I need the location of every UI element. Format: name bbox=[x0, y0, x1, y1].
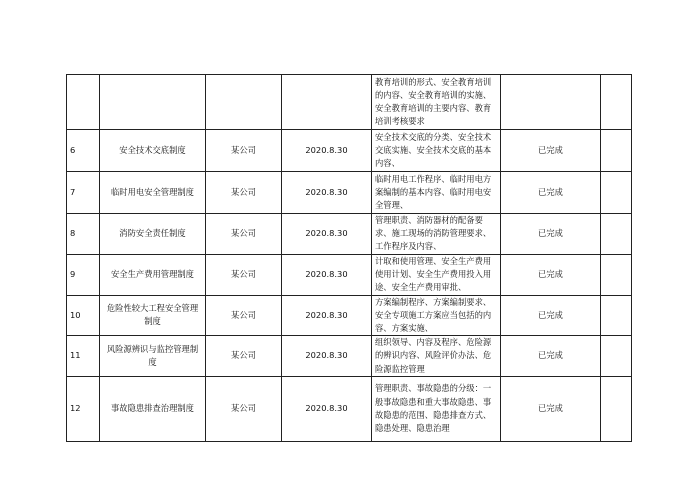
table-row bbox=[67, 172, 632, 214]
table-row bbox=[67, 214, 632, 255]
issuing-organization: 某公司 bbox=[206, 172, 282, 214]
regulation-name: 风险源辨识与监控管理制度 bbox=[100, 336, 206, 377]
row-number: 10 bbox=[67, 295, 100, 336]
row-number: 11 bbox=[67, 336, 100, 377]
regulation-name: 危险性较大工程安全管理制度 bbox=[100, 295, 206, 336]
regulation-content: 教育培训的形式、安全教育培训的内容、安全教育培训的实施、安全教育培训的主要内容、教育培训考核要求 bbox=[372, 75, 501, 130]
row-number: 6 bbox=[67, 130, 100, 172]
status-cell: 已完成 bbox=[501, 376, 601, 441]
regulation-name bbox=[100, 75, 206, 130]
remark-cell bbox=[601, 172, 632, 214]
table-row bbox=[67, 130, 632, 172]
table-row bbox=[67, 295, 632, 336]
issuing-organization bbox=[206, 75, 282, 130]
remark-cell bbox=[601, 295, 632, 336]
status-cell: 已完成 bbox=[501, 336, 601, 377]
status-cell: 已完成 bbox=[501, 172, 601, 214]
regulation-content: 组织领导、内容及程序、危险源的辨识内容、风险评价办法、危险源监控管理 bbox=[372, 336, 501, 377]
table-row bbox=[67, 254, 632, 295]
issue-date: 2020.8.30 bbox=[282, 172, 372, 214]
regulation-content: 计取和使用管理、安全生产费用使用计划、安全生产费用投入用途、安全生产费用审批、 bbox=[372, 254, 501, 295]
regulation-table bbox=[66, 74, 632, 442]
issue-date: 2020.8.30 bbox=[282, 254, 372, 295]
status-cell: 已完成 bbox=[501, 130, 601, 172]
status-cell: 已完成 bbox=[501, 254, 601, 295]
regulation-content: 管理职责、事故隐患的分级：一般事故隐患和重大事故隐患、事故隐患的范围、隐患排查方式、隐患处理、隐患治理 bbox=[372, 376, 501, 441]
issuing-organization: 某公司 bbox=[206, 336, 282, 377]
status-cell bbox=[501, 75, 601, 130]
issue-date: 2020.8.30 bbox=[282, 376, 372, 441]
remark-cell bbox=[601, 254, 632, 295]
row-number: 12 bbox=[67, 376, 100, 441]
issuing-organization: 某公司 bbox=[206, 130, 282, 172]
regulation-content: 临时用电工作程序、临时用电方案编制的基本内容、临时用电安全管理、 bbox=[372, 172, 501, 214]
regulation-name: 事故隐患排查治理制度 bbox=[100, 376, 206, 441]
row-number: 8 bbox=[67, 214, 100, 255]
table-row bbox=[67, 75, 632, 130]
issuing-organization: 某公司 bbox=[206, 254, 282, 295]
row-number: 7 bbox=[67, 172, 100, 214]
row-number bbox=[67, 75, 100, 130]
table-row bbox=[67, 336, 632, 377]
regulation-name: 消防安全责任制度 bbox=[100, 214, 206, 255]
regulation-name: 安全技术交底制度 bbox=[100, 130, 206, 172]
regulation-name: 临时用电安全管理制度 bbox=[100, 172, 206, 214]
remark-cell bbox=[601, 130, 632, 172]
issuing-organization: 某公司 bbox=[206, 214, 282, 255]
issuing-organization: 某公司 bbox=[206, 295, 282, 336]
regulation-content: 管理职责、消防器材的配备要求、施工现场的消防管理要求、工作程序及内容、 bbox=[372, 214, 501, 255]
regulation-name: 安全生产费用管理制度 bbox=[100, 254, 206, 295]
regulation-content: 方案编制程序、方案编制要求、安全专项施工方案应当包括的内容、方案实施、 bbox=[372, 295, 501, 336]
table-row bbox=[67, 376, 632, 441]
status-cell: 已完成 bbox=[501, 214, 601, 255]
remark-cell bbox=[601, 376, 632, 441]
remark-cell bbox=[601, 214, 632, 255]
regulation-content: 安全技术交底的分类、安全技术交底实施、安全技术交底的基本内容、 bbox=[372, 130, 501, 172]
issue-date: 2020.8.30 bbox=[282, 130, 372, 172]
issue-date: 2020.8.30 bbox=[282, 214, 372, 255]
issue-date bbox=[282, 75, 372, 130]
remark-cell bbox=[601, 75, 632, 130]
issuing-organization: 某公司 bbox=[206, 376, 282, 441]
status-cell: 已完成 bbox=[501, 295, 601, 336]
issue-date: 2020.8.30 bbox=[282, 295, 372, 336]
row-number: 9 bbox=[67, 254, 100, 295]
remark-cell bbox=[601, 336, 632, 377]
issue-date: 2020.8.30 bbox=[282, 336, 372, 377]
